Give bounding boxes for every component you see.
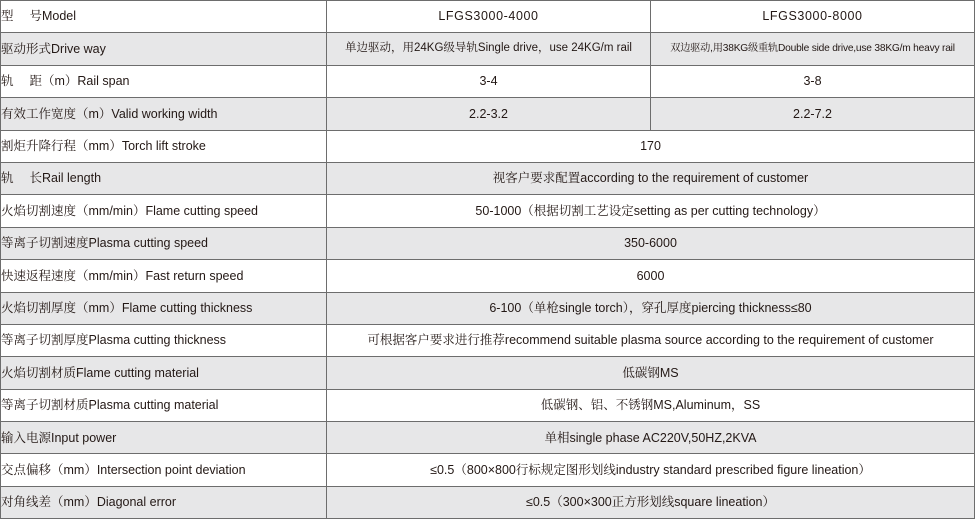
table-row bbox=[1, 422, 975, 454]
table-row bbox=[1, 195, 975, 227]
table-row bbox=[1, 65, 975, 97]
row-label: 等离子切割材质Plasma cutting material bbox=[1, 389, 327, 421]
row-value: 6000 bbox=[327, 260, 975, 292]
table-row bbox=[1, 486, 975, 518]
row-label: 火焰切割厚度（mm）Flame cutting thickness bbox=[1, 292, 327, 324]
row-label: 等离子切割速度Plasma cutting speed bbox=[1, 227, 327, 259]
row-value: ≤0.5（800×800行标规定图形划线industry standard prescribed figure lineation） bbox=[327, 454, 975, 486]
row-value-b: 双边驱动,用38KG级重轨Double side drive,use 38KG/m heavy rail bbox=[651, 33, 975, 65]
row-value: ≤0.5（300×300正方形划线square lineation） bbox=[327, 486, 975, 518]
row-label: 对角线差（mm）Diagonal error bbox=[1, 486, 327, 518]
row-label: 割炬升降行程（mm）Torch lift stroke bbox=[1, 130, 327, 162]
table-row bbox=[1, 227, 975, 259]
table-row bbox=[1, 130, 975, 162]
row-label: 交点偏移（mm）Intersection point deviation bbox=[1, 454, 327, 486]
row-value-a: 单边驱动，用24KG级导轨Single drive，use 24KG/m rail bbox=[327, 33, 651, 65]
row-value-b: 2.2-7.2 bbox=[651, 98, 975, 130]
row-label: 驱动形式Drive way bbox=[1, 33, 327, 65]
table-row bbox=[1, 33, 975, 65]
row-value: 50-1000（根据切割工艺设定setting as per cutting technology） bbox=[327, 195, 975, 227]
row-label: 有效工作宽度（m）Valid working width bbox=[1, 98, 327, 130]
header-model-a: LFGS3000-4000 bbox=[327, 1, 651, 33]
row-value-a: 3-4 bbox=[327, 65, 651, 97]
row-value: 单相single phase AC220V,50HZ,2KVA bbox=[327, 422, 975, 454]
table-row bbox=[1, 162, 975, 194]
row-value-a: 2.2-3.2 bbox=[327, 98, 651, 130]
row-value: 低碳钢MS bbox=[327, 357, 975, 389]
row-value: 350-6000 bbox=[327, 227, 975, 259]
table-row-header bbox=[1, 1, 975, 33]
row-label: 轨 长Rail length bbox=[1, 162, 327, 194]
table-row bbox=[1, 324, 975, 356]
table-row bbox=[1, 357, 975, 389]
row-value: 低碳钢、铝、不锈钢MS,Aluminum，SS bbox=[327, 389, 975, 421]
table-row bbox=[1, 98, 975, 130]
row-value: 可根据客户要求进行推荐recommend suitable plasma source according to the requirement of customer bbox=[327, 324, 975, 356]
table-row bbox=[1, 389, 975, 421]
table-row bbox=[1, 292, 975, 324]
row-value: 视客户要求配置according to the requirement of customer bbox=[327, 162, 975, 194]
table-row bbox=[1, 454, 975, 486]
row-label: 轨 距（m）Rail span bbox=[1, 65, 327, 97]
row-value: 6-100（单枪single torch），穿孔厚度piercing thickness≤80 bbox=[327, 292, 975, 324]
row-label: 等离子切割厚度Plasma cutting thickness bbox=[1, 324, 327, 356]
row-label: 火焰切割材质Flame cutting material bbox=[1, 357, 327, 389]
table-row bbox=[1, 260, 975, 292]
row-value-b: 3-8 bbox=[651, 65, 975, 97]
row-label: 输入电源Input power bbox=[1, 422, 327, 454]
row-value: 170 bbox=[327, 130, 975, 162]
header-model-b: LFGS3000-8000 bbox=[651, 1, 975, 33]
row-label: 快速返程速度（mm/min）Fast return speed bbox=[1, 260, 327, 292]
row-label: 火焰切割速度（mm/min）Flame cutting speed bbox=[1, 195, 327, 227]
header-label: 型 号Model bbox=[1, 1, 327, 33]
